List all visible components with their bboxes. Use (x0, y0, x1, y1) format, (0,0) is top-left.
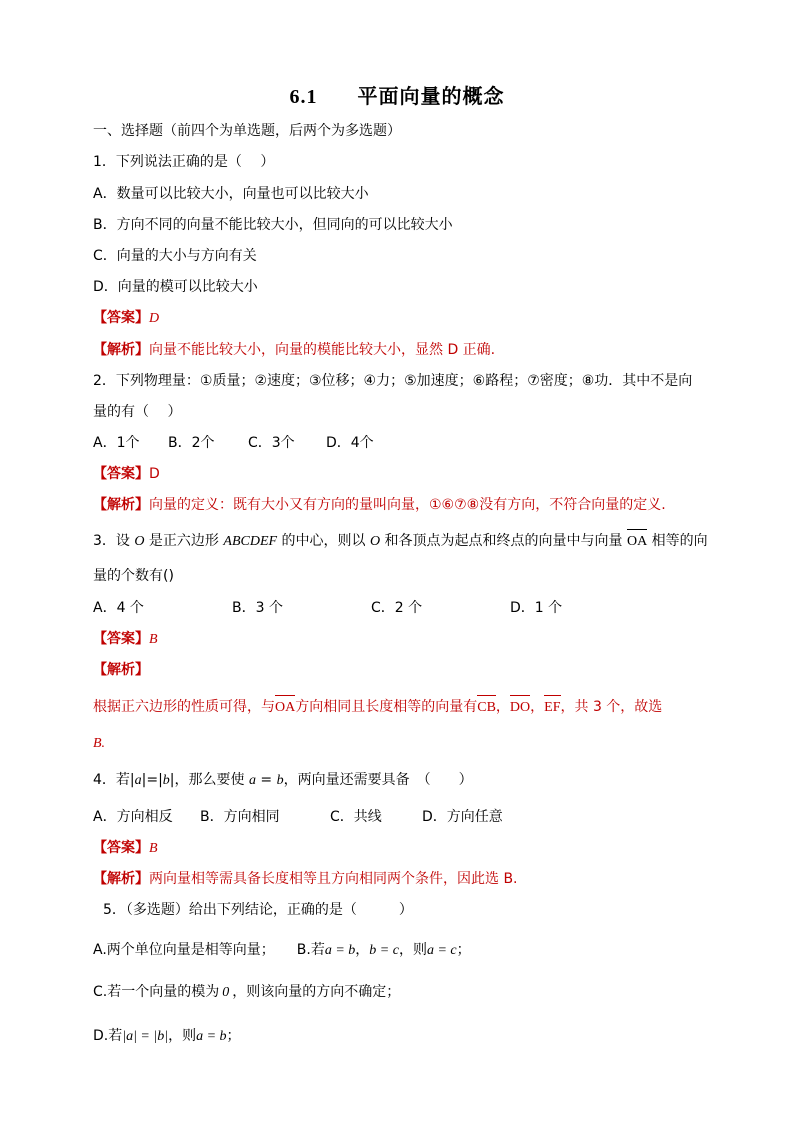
q1-stem: 1．下列说法正确的是（ ） (93, 154, 275, 170)
q1-option-d: D．向量的模可以比较大小 (93, 279, 258, 295)
q1-answer (93, 308, 159, 329)
vector-cb: CB (477, 698, 496, 718)
vector-b: b (276, 773, 284, 788)
analysis-tag: 【解析】 (93, 342, 149, 358)
q2-options (93, 433, 374, 453)
point-o: O (134, 534, 145, 549)
q2-option-b: B．2个 (168, 435, 215, 451)
q3-option-c: C．2 个 (371, 600, 423, 616)
q3-option-d: D．1 个 (510, 600, 563, 616)
separator: ， (495, 699, 510, 715)
vector-oa: OA (627, 532, 647, 552)
equation-abs-a-b: |a| = |b| (122, 1029, 169, 1044)
equation-a-b: a = b (324, 943, 356, 958)
q3-analysis-line1 (93, 697, 662, 718)
vector-do: DO (510, 698, 530, 718)
q2-option-c: C．3个 (248, 435, 295, 451)
q3-answer (93, 629, 158, 650)
vector-b: b (162, 773, 170, 788)
q2-answer (93, 464, 160, 484)
q4-text: = (255, 772, 277, 788)
q1-option-c: C．向量的大小与方向有关 (93, 248, 257, 264)
q3-text: 的中心，则以 (277, 533, 370, 549)
q4-options (93, 807, 503, 827)
q4-option-a: A．方向相反 (93, 809, 173, 825)
q3-analysis-line2: B. (93, 736, 106, 751)
analysis-text: 两向量相等需具备长度相等且方向相同两个条件，因此选 B. (149, 871, 518, 887)
q3-stem-line1 (93, 531, 708, 552)
q5-option-c (93, 982, 400, 1003)
analysis-tag: 【解析】 (93, 871, 149, 887)
q3-text: 相等的向 (647, 533, 708, 549)
q4-text: |，那么要使 (169, 772, 249, 788)
q3-options (93, 598, 562, 618)
q5-option-d-text: ，则 (168, 1028, 197, 1044)
section-heading: 一、选择题（前四个为单选题，后两个为多选题） (93, 123, 401, 139)
q3-analysis-tag (93, 660, 149, 680)
q4-analysis (93, 869, 518, 889)
q4-text: |=| (141, 772, 163, 788)
q4-option-b: B．方向相同 (200, 809, 280, 825)
q3-stem-line2: 量的个数有() (93, 568, 174, 584)
q5-option-d-text: ； (226, 1028, 241, 1044)
answer-value: D (149, 311, 160, 326)
answer-tag: 【答案】 (93, 466, 149, 482)
q5-option-d-text: D.若 (93, 1028, 123, 1044)
answer-value: B (149, 841, 158, 856)
q3-option-a: A．4 个 (93, 600, 144, 616)
q4-option-d: D．方向任意 (422, 809, 503, 825)
q5-line-ab (93, 940, 471, 961)
q5-option-a: A.两个单位向量是相等向量； (93, 942, 275, 958)
analysis-text: 根据正六边形的性质可得，与 (93, 699, 275, 715)
q4-answer (93, 838, 158, 859)
analysis-tag: 【解析】 (93, 662, 149, 678)
vector-a: a (134, 773, 142, 788)
equation-a-c: a = c (426, 943, 457, 958)
q5-option-c-text: ，则该向量的方向不确定； (232, 984, 401, 1000)
q2-option-a: A．1个 (93, 435, 140, 451)
title-number: 6.1 (289, 86, 318, 108)
title-text: 平面向量的概念 (357, 84, 505, 108)
q3-text: 3．设 (93, 533, 135, 549)
vector-oa: OA (275, 698, 295, 718)
separator: ， (530, 699, 545, 715)
q4-option-c: C．共线 (330, 809, 382, 825)
q5-option-b-text: ， (355, 942, 370, 958)
q1-option-b: B．方向不同的向量不能比较大小，但同向的可以比较大小 (93, 217, 453, 233)
q5-option-d (93, 1026, 241, 1047)
q4-text: ，两向量还需要具备 （ ） (283, 772, 473, 788)
answer-tag: 【答案】 (93, 310, 149, 326)
q1-option-a: A．数量可以比较大小，向量也可以比较大小 (93, 186, 369, 202)
q4-text: 4．若| (93, 772, 135, 788)
answer-tag: 【答案】 (93, 840, 149, 856)
answer-tag: 【答案】 (93, 631, 149, 647)
hexagon-name: ABCDEF (223, 534, 278, 549)
point-o: O (369, 534, 381, 549)
equation-a-b: a = b (196, 1029, 227, 1044)
page-title (0, 80, 794, 109)
q2-stem-line1: 2．下列物理量：①质量；②速度；③位移；④力；⑤加速度；⑥路程；⑦密度；⑧功．其中不是向 (93, 373, 693, 389)
q5-option-b-text: ； (456, 942, 471, 958)
zero-value: 0 (222, 985, 230, 1000)
q3-option-b: B．3 个 (232, 600, 283, 616)
equation-b-c: b = c (369, 943, 399, 958)
q5-option-b-text: ，则 (398, 942, 427, 958)
answer-value: B (149, 632, 158, 647)
analysis-text: 方向相同且长度相等的向量有 (295, 699, 478, 715)
q3-text: 和各顶点为起点和终点的向量中与向量 (380, 533, 627, 549)
q2-analysis (93, 495, 666, 515)
q5-option-b-text: B.若 (296, 942, 325, 958)
q4-stem (93, 770, 473, 791)
q2-stem-line2: 量的有（ ） (93, 404, 182, 420)
vector-a: a (248, 773, 256, 788)
q3-text: 是正六边形 (144, 533, 224, 549)
analysis-text: ，共 3 个，故选 (560, 699, 663, 715)
answer-value: D (149, 466, 160, 482)
analysis-text: 向量不能比较大小，向量的模能比较大小，显然 D 正确. (149, 342, 496, 358)
vector-ef: EF (544, 698, 560, 718)
q1-analysis (93, 340, 495, 360)
analysis-tag: 【解析】 (93, 497, 149, 513)
q5-option-c-text: C.若一个向量的模为 (93, 984, 220, 1000)
q5-stem: 5．（多选题）给出下列结论，正确的是（ ） (103, 902, 413, 918)
q2-option-d: D．4个 (326, 435, 374, 451)
analysis-text: 向量的定义：既有大小又有方向的量叫向量，①⑥⑦⑧没有方向，不符合向量的定义. (149, 497, 666, 513)
